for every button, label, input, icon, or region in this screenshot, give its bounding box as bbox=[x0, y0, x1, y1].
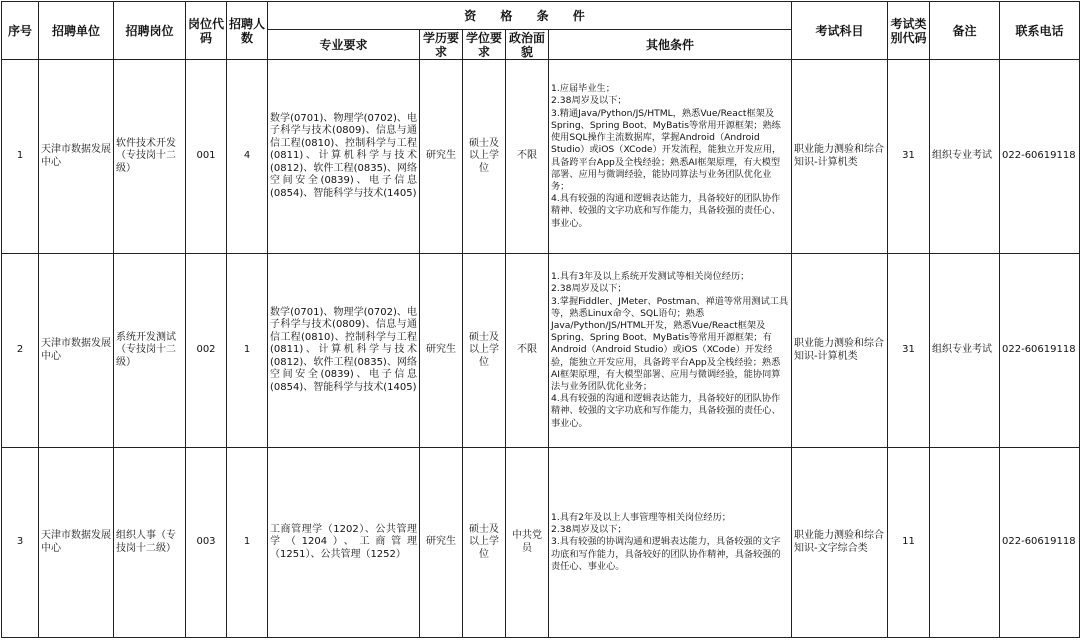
cell-exam: 职业能力测验和综合知识-文字综合类 bbox=[792, 448, 888, 638]
cell-exam-code: 11 bbox=[888, 448, 930, 638]
cell-code: 002 bbox=[186, 254, 227, 448]
recruitment-table bbox=[1, 1, 1080, 638]
cell-major: 工商管理学（1202）、公共管理学（1204）、工商管理（1251）、公共管理（1252） bbox=[268, 448, 420, 638]
cell-exam-code: 31 bbox=[888, 254, 930, 448]
condition-line: 2.38周岁及以下； bbox=[551, 524, 627, 536]
cell-degree: 硕士及以上学位 bbox=[463, 60, 506, 254]
header-position-code: 岗位代码 bbox=[186, 2, 227, 60]
cell-other bbox=[549, 448, 792, 638]
cell-seq: 1 bbox=[2, 60, 39, 254]
header-unit: 招聘单位 bbox=[39, 2, 114, 60]
header-politics: 政治面貌 bbox=[506, 30, 549, 60]
cell-position: 系统开发测试（专技岗十二级） bbox=[114, 254, 186, 448]
cell-remark: 组织专业考试 bbox=[930, 60, 1000, 254]
header-major: 专业要求 bbox=[268, 30, 420, 60]
condition-line: 4.具有较强的沟通和逻辑表达能力，具备较好的团队协作精神、较强的文字功底和写作能力，具备较强的责任心、事业心。 bbox=[551, 193, 781, 229]
cell-position: 组织人事（专技岗十二级） bbox=[114, 448, 186, 638]
cell-remark bbox=[930, 448, 1000, 638]
header-seq: 序号 bbox=[2, 2, 39, 60]
header-other: 其他条件 bbox=[549, 30, 792, 60]
cell-education: 研究生 bbox=[420, 60, 463, 254]
cell-count: 1 bbox=[227, 254, 268, 448]
condition-line: 3.掌握Fiddler、JMeter、Postman、禅道等常用测试工具等，熟悉Linux命令、SQL语句；熟悉Java/Python/JS/HTML开发，熟悉Vue/React框架及Spring、Spring Boot、MyBatis等常用开源框架；有Android（Android Studio）或iOS（XCode）开发经验，能独立开发应用，具备跨平台App及全栈经验；熟悉AI框架原理，有大模型部署、应用与微调经验，能协同算法与业务团队优化业务； bbox=[551, 295, 789, 392]
table-row bbox=[2, 448, 1080, 638]
header-exam: 考试科目 bbox=[792, 2, 888, 60]
cell-politics: 中共党员 bbox=[506, 448, 549, 638]
cell-seq: 2 bbox=[2, 254, 39, 448]
cell-unit: 天津市数据发展中心 bbox=[39, 448, 114, 638]
table-row bbox=[2, 254, 1080, 448]
header-position: 招聘岗位 bbox=[114, 2, 186, 60]
cell-degree: 硕士及以上学位 bbox=[463, 448, 506, 638]
cell-unit: 天津市数据发展中心 bbox=[39, 60, 114, 254]
condition-line: 3.具有较强的协调沟通和逻辑表达能力，具备较强的文字功底和写作能力，具备较好的团队协作精神，具备较强的责任心、事业心。 bbox=[551, 536, 781, 572]
table-row bbox=[2, 60, 1080, 254]
cell-education: 研究生 bbox=[420, 448, 463, 638]
cell-remark: 组织专业考试 bbox=[930, 254, 1000, 448]
cell-unit: 天津市数据发展中心 bbox=[39, 254, 114, 448]
header-headcount: 招聘人数 bbox=[227, 2, 268, 60]
cell-education: 研究生 bbox=[420, 254, 463, 448]
cell-politics: 不限 bbox=[506, 60, 549, 254]
cell-seq: 3 bbox=[2, 448, 39, 638]
condition-line: 1.具有2年及以上人事管理等相关岗位经历； bbox=[551, 511, 731, 523]
condition-line: 1.应届毕业生； bbox=[551, 83, 615, 95]
cell-phone: 022-60619118 bbox=[1000, 60, 1080, 254]
cell-code: 003 bbox=[186, 448, 227, 638]
cell-exam: 职业能力测验和综合知识-计算机类 bbox=[792, 60, 888, 254]
cell-phone: 022-60619118 bbox=[1000, 254, 1080, 448]
cell-exam-code: 31 bbox=[888, 60, 930, 254]
cell-count: 4 bbox=[227, 60, 268, 254]
cell-politics: 不限 bbox=[506, 254, 549, 448]
cell-other bbox=[549, 254, 792, 448]
cell-major: 数学(0701)、物理学(0702)、电子科学与技术(0809)、信息与通信工程(0810)、控制科学与工程(0811)、计算机科学与技术(0812)、软件工程(0835)、网络空间安全(0839)、电子信息(0854)、智能科学与技术(1405) bbox=[268, 60, 420, 254]
header-education: 学历要求 bbox=[420, 30, 463, 60]
condition-line: 3.精通Java/Python/JS/HTML，熟悉Vue/React框架及Spring、Spring Boot、MyBatis等常用开源框架；熟练使用SQL操作主流数据库，掌握Android（Android Studio）或iOS（XCode）开发流程，能独立开发应用，具备跨平台App及全栈经验；熟悉AI框架原理，有大模型部署、应用与微调经验，能协同算法与业务团队优化业务； bbox=[551, 107, 782, 192]
header-remark: 备注 bbox=[930, 2, 1000, 60]
header-qualification: 资 格 条 件 bbox=[268, 2, 792, 30]
cell-exam: 职业能力测验和综合知识-计算机类 bbox=[792, 254, 888, 448]
condition-line: 1.具有3年及以上系统开发测试等相关岗位经历； bbox=[551, 271, 750, 283]
condition-line: 2.38周岁及以下； bbox=[551, 95, 627, 107]
header-phone: 联系电话 bbox=[1000, 2, 1080, 60]
cell-count: 1 bbox=[227, 448, 268, 638]
condition-line: 2.38周岁及以下； bbox=[551, 283, 627, 295]
cell-code: 001 bbox=[186, 60, 227, 254]
header-exam-code: 考试类别代码 bbox=[888, 2, 930, 60]
cell-degree: 硕士及以上学位 bbox=[463, 254, 506, 448]
header-degree: 学位要求 bbox=[463, 30, 506, 60]
cell-phone: 022-60619118 bbox=[1000, 448, 1080, 638]
condition-line: 4.具有较强的沟通和逻辑表达能力，具备较好的团队协作精神、较强的文字功底和写作能力，具备较强的责任心、事业心。 bbox=[551, 393, 781, 429]
cell-position: 软件技术开发（专技岗十二级） bbox=[114, 60, 186, 254]
cell-other bbox=[549, 60, 792, 254]
cell-major: 数学(0701)、物理学(0702)、电子科学与技术(0809)、信息与通信工程(0810)、控制科学与工程(0811)、计算机科学与技术(0812)、软件工程(0835)、网络空间安全(0839)、电子信息(0854)、智能科学与技术(1405) bbox=[268, 254, 420, 448]
